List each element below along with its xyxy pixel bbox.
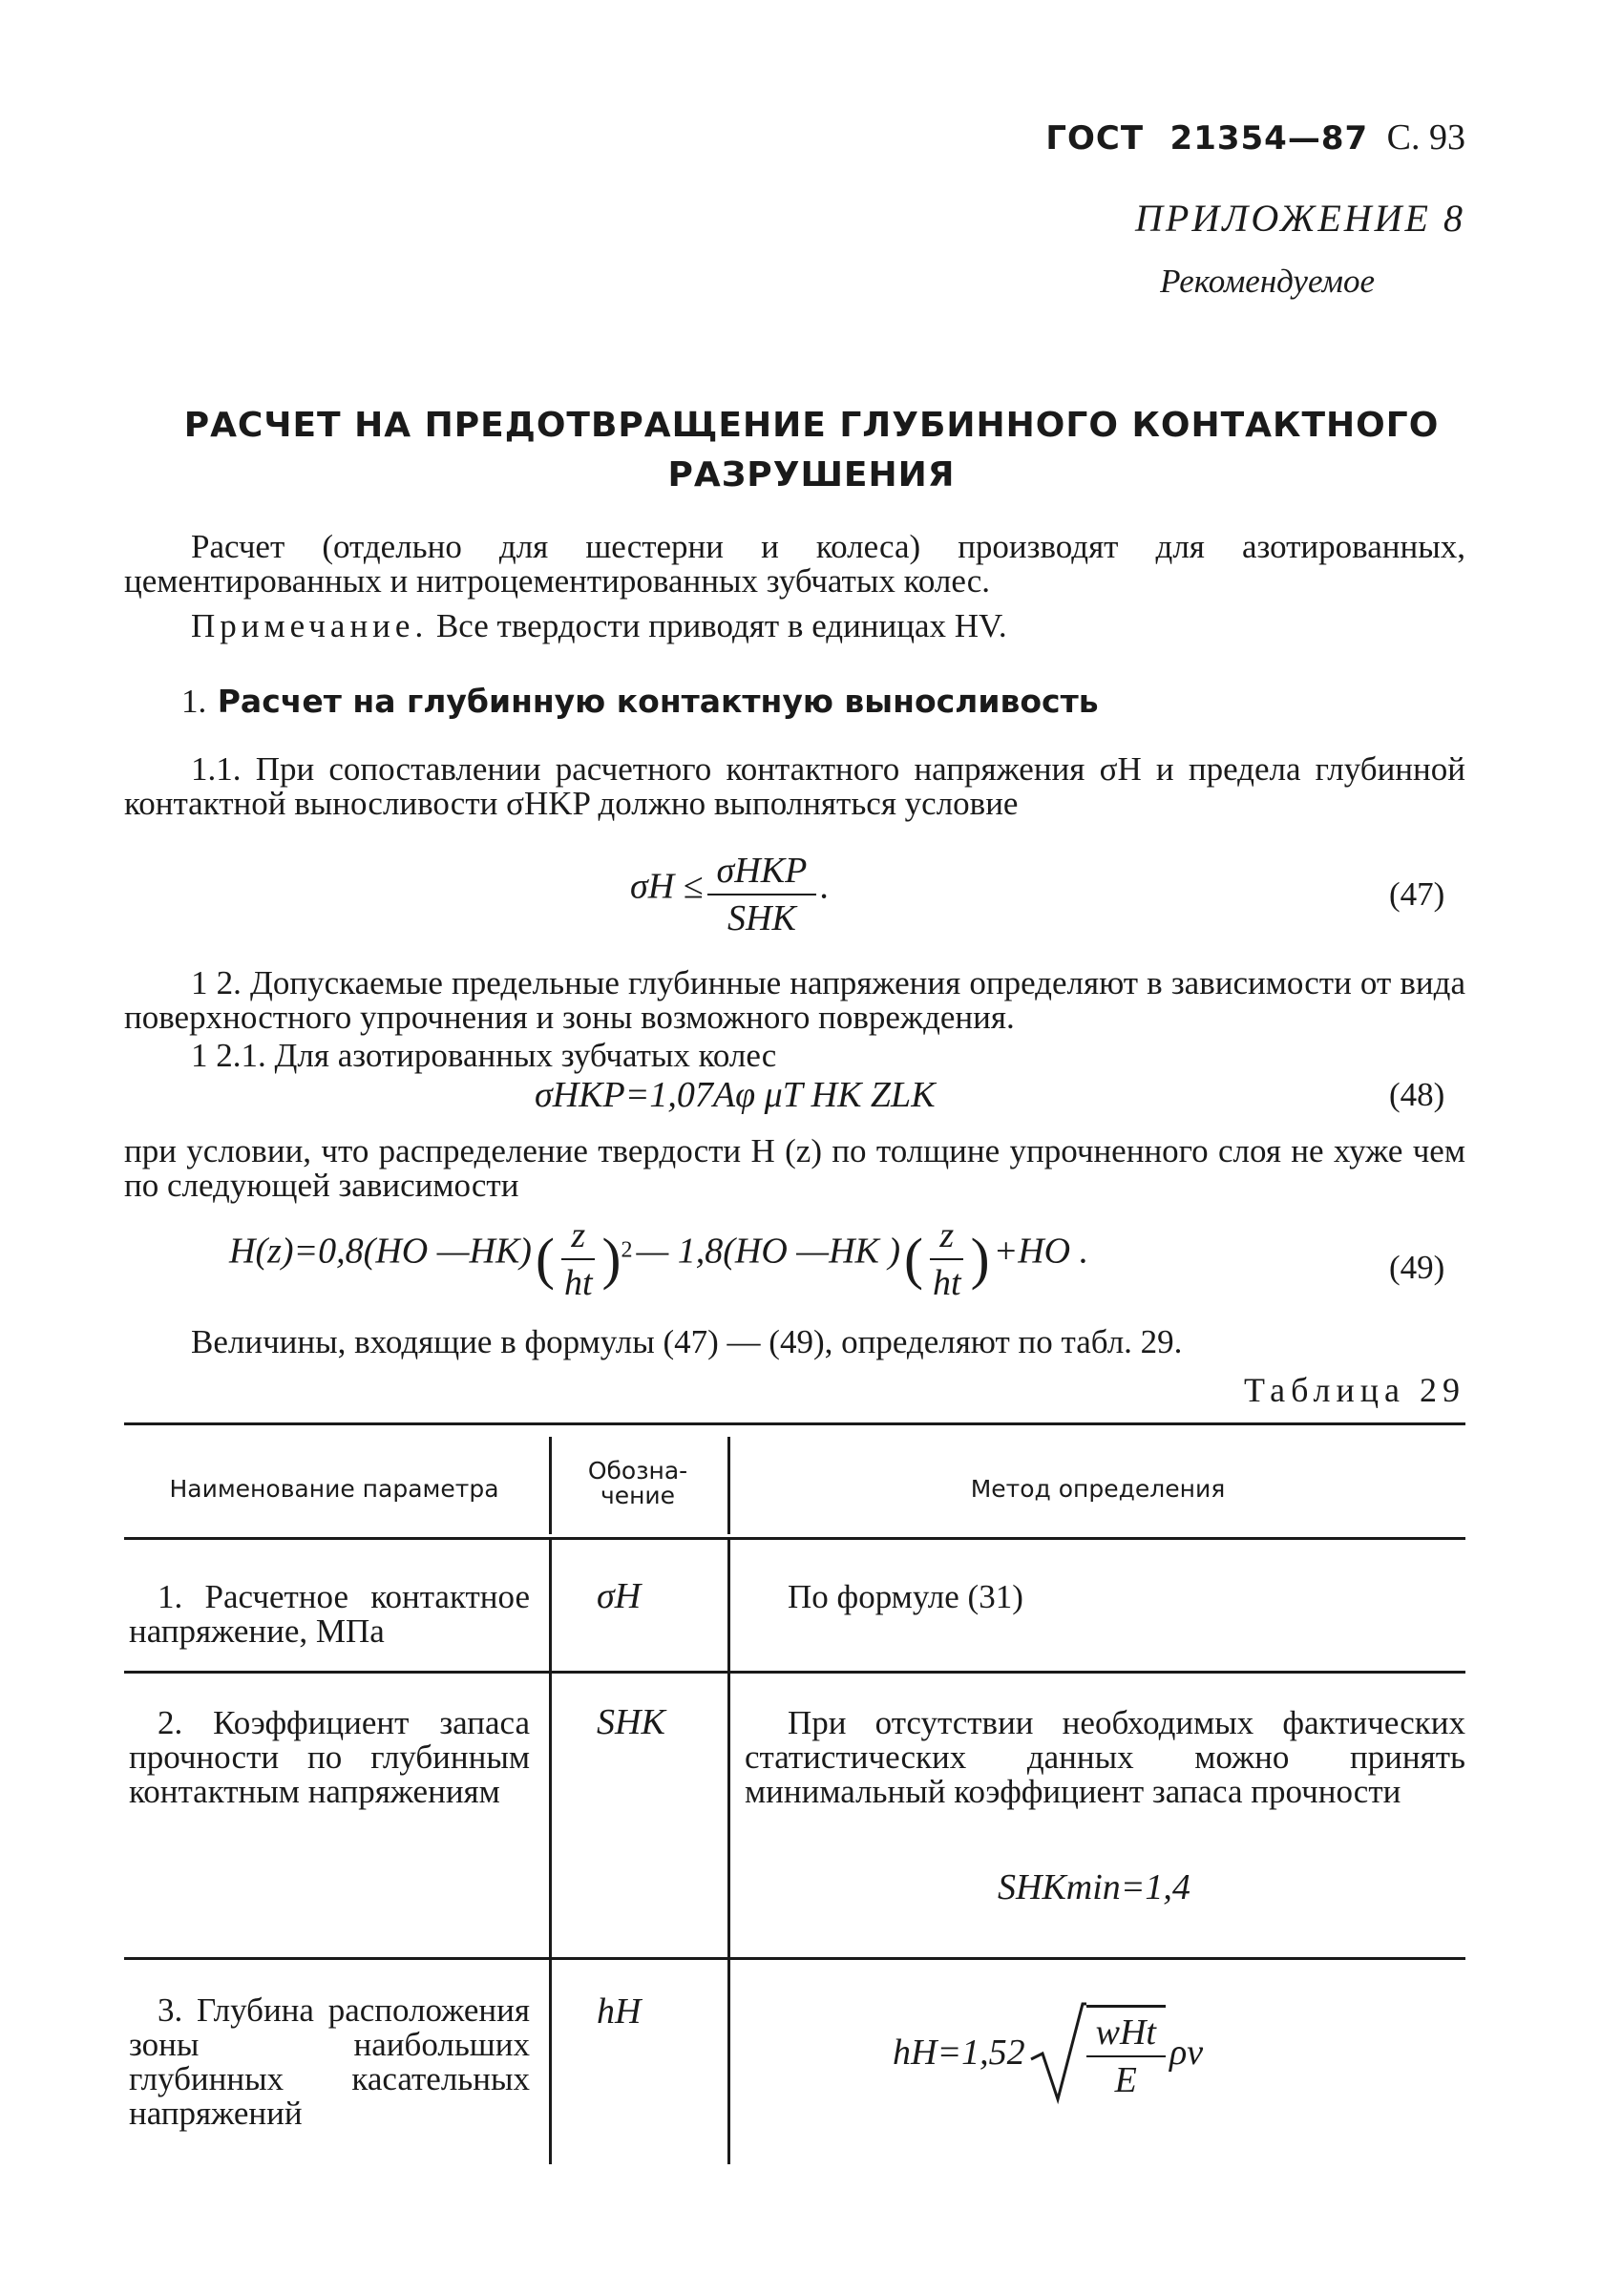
table-row-2-method: При отсутствии необходимых фактических статистических данных можно принять минимальный коэффициент запаса прочности <box>745 1704 1465 1810</box>
paragraph-1-2-1: 1 2.1. Для азотированных зубчатых колес <box>191 1037 777 1074</box>
section-title: Расчет на глубинную контактную выносливость <box>217 683 1099 720</box>
table-row-3-param: 3. Глубина расположения зоны наибольших глубинных касательных напряжений <box>129 1991 530 2132</box>
eq49-part1: H(z)=0,8(HO —HK) <box>229 1231 532 1272</box>
header-symbol: Обозна- чение <box>587 1457 688 1509</box>
equation-48-number: (48) <box>1389 1076 1445 1113</box>
eq47-numerator: σHKP <box>707 850 817 895</box>
eq47-tail: . <box>820 866 830 907</box>
intro-paragraph: Расчет (отдельно для шестерни и колеса) производят для азотированных, цементированных и нитроцементированных зубчатых колес. <box>124 528 1465 600</box>
equation-49-number: (49) <box>1389 1249 1445 1286</box>
table-row-1-symbol: σH <box>597 1576 642 1616</box>
table-label: Таблица 29 <box>1244 1371 1465 1409</box>
title-line-2: РАЗРУШЕНИЯ <box>667 455 956 495</box>
standard-number: 21354—87 <box>1169 119 1369 158</box>
eq49-fraction-a: $\frac{z}{ht}$ <box>555 1214 602 1304</box>
eq47-denominator: SHK <box>727 898 796 938</box>
page-number: С. 93 <box>1386 117 1465 158</box>
note-text: Все твердости приводят в единицах HV. <box>435 607 1007 644</box>
table-row-1-method: По формуле (31) <box>788 1578 1023 1615</box>
header-method: Метод определения <box>970 1475 1226 1503</box>
condition-paragraph: при условии, что распределение твердости H (z) по толщине упрочненного слоя не хуже чем по следующей зависимости <box>124 1132 1465 1204</box>
table-row-3-formula <box>893 2000 1203 2105</box>
equation-49: H(z)=0,8(HO —HK) ( $\frac{z}{ht}$ )$^2$ — 1,8(HO —HK ) ( $\frac{z}{ht}$ ) +HO . <box>229 1215 1089 1303</box>
page-header <box>1026 116 1465 158</box>
paragraph-1-2: 1 2. Допускаемые предельные глубинные напряжения определяют в зависимости от вида поверхностного упрочнения и зоны возможного повреждения. <box>124 964 1465 1036</box>
note-paragraph <box>191 609 1465 643</box>
header-param: Наименование параметра <box>169 1475 499 1503</box>
formula-lhs: hH=1,52 <box>893 2033 1025 2073</box>
eq49-fraction-b: $\frac{z}{ht}$ <box>923 1214 971 1304</box>
sqrt-sign-icon <box>1029 2000 1086 2105</box>
equation-47 <box>630 850 830 939</box>
eq49-part2: — 1,8(HO —HK ) <box>636 1231 901 1272</box>
table-row-2-param: 2. Коэффициент запаса прочности по глубинным контактным напряжениям <box>129 1704 530 1810</box>
formula-tail: ρv <box>1169 2033 1204 2073</box>
paragraph-1-1: 1.1. При сопоставлении расчетного контактного напряжения σH и предела глубинной контактной выносливости σHKP должно выполняться условие <box>124 750 1465 822</box>
eq49-part3: +HO . <box>993 1231 1089 1272</box>
eq47-lhs: σH ≤ <box>630 866 704 907</box>
section-heading <box>181 683 1099 721</box>
table-row-2-formula: SHKmin=1,4 <box>998 1867 1190 1907</box>
table-row-1-param: 1. Расчетное контактное напряжение, МПа <box>129 1578 530 1650</box>
values-paragraph: Величины, входящие в формулы (47) — (49), определяют по табл. 29. <box>191 1323 1183 1360</box>
formula-fraction: $\frac{\text{wHt}}{E}$ <box>1086 2005 1166 2101</box>
appendix-type: Рекомендуемое <box>1160 263 1375 300</box>
eq49-power: 2 <box>621 1237 633 1263</box>
eq47-fraction <box>707 850 817 939</box>
table-row-3-symbol: hH <box>597 1991 642 2032</box>
equation-48: σHKP=1,07Aφ μT HK ZLK <box>535 1075 936 1115</box>
standard-label: ГОСТ <box>1045 119 1145 158</box>
note-label: Примечание. <box>191 607 429 644</box>
section-number: 1. <box>181 683 207 720</box>
title-line-1: РАСЧЕТ НА ПРЕДОТВРАЩЕНИЕ ГЛУБИННОГО КОНТАКТНОГО <box>183 406 1440 445</box>
table-row-2-symbol: SHK <box>597 1702 665 1742</box>
page-title <box>95 401 1527 500</box>
equation-47-number: (47) <box>1389 875 1445 913</box>
appendix-label: ПРИЛОЖЕНИЕ 8 <box>1135 197 1465 240</box>
